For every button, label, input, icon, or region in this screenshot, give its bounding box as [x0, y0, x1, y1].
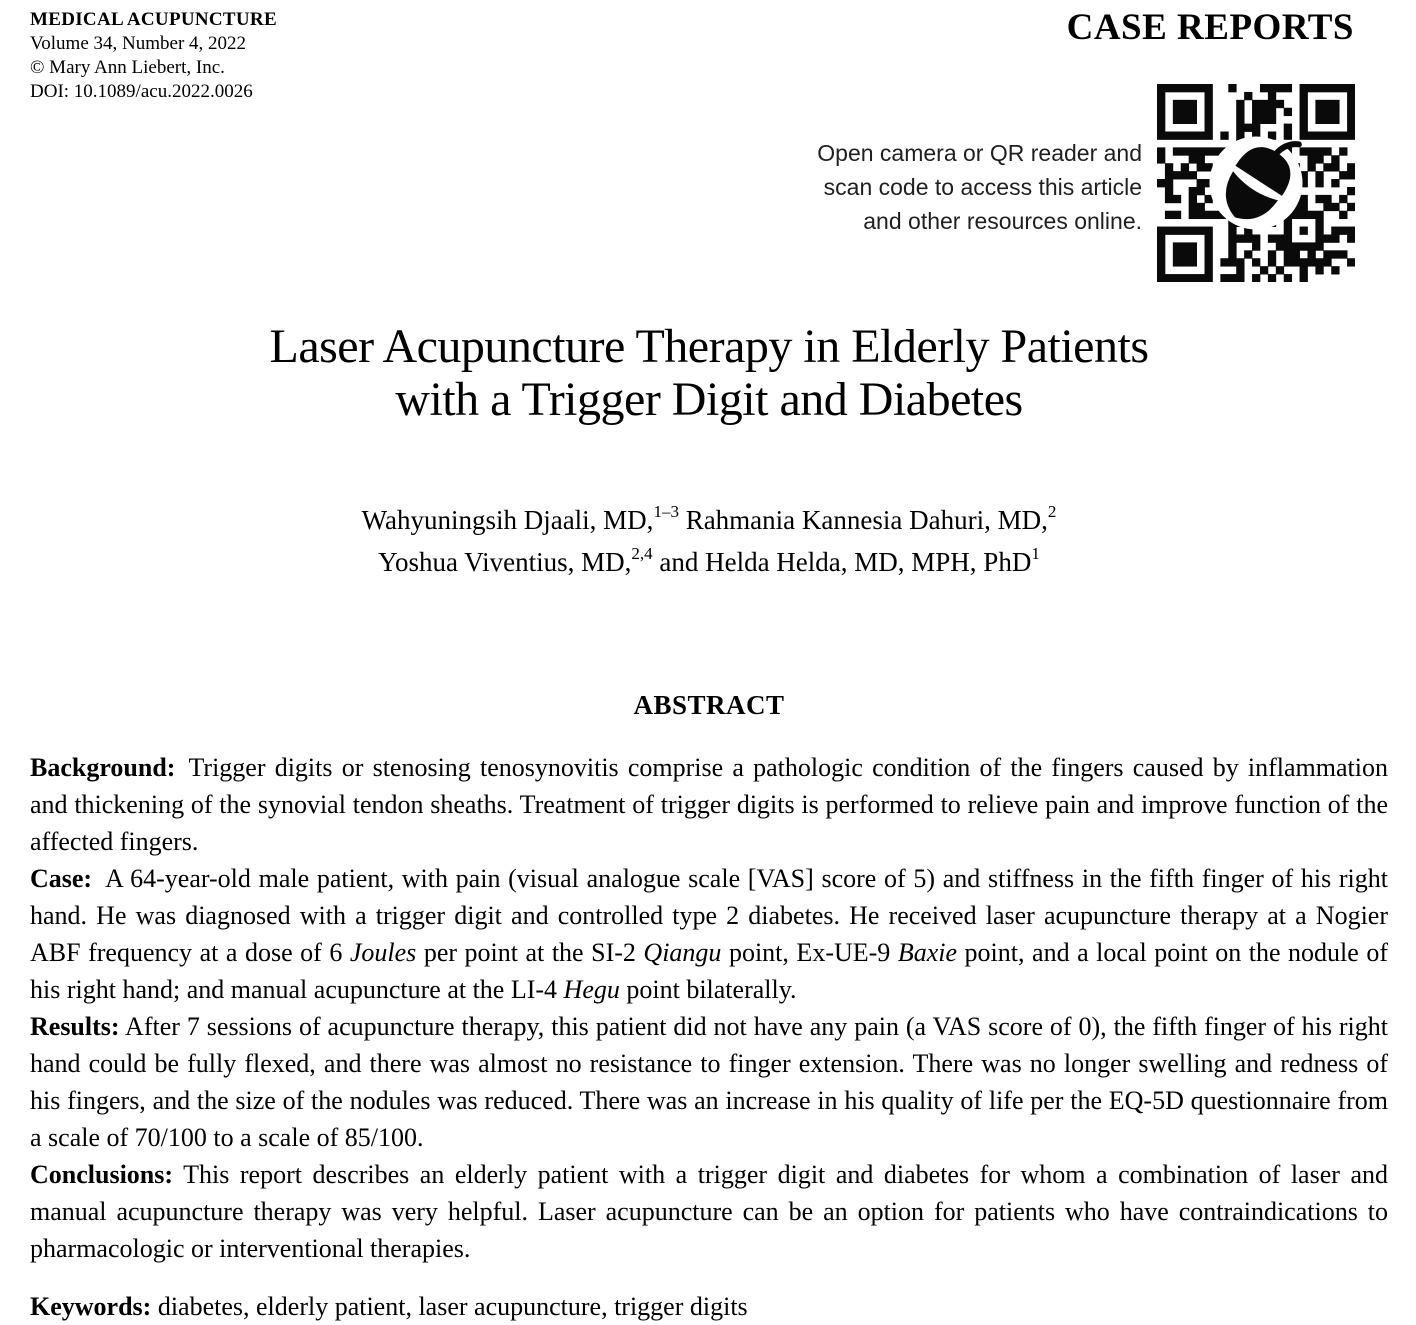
qr-code-icon [1157, 84, 1355, 282]
abstract-paragraph-case: Case: A 64-year-old male patient, with pain (visual analogue scale [VAS] score of 5) and stiffness in the fifth finger of his right hand. He was diagnosed with a trigger digit and controlled type 2 diabetes. He received laser acupuncture therapy at a Nogier ABF frequency at a dose of 6 Joules per point at the SI-2 Qiangu point, Ex-UE-9 Baxie point, and a local point on the nodule of his right hand; and manual acupuncture at the LI-4 Hegu point bilaterally. [30, 864, 1388, 1004]
abstract-body [30, 749, 1388, 1267]
journal-copyright-line: © Mary Ann Liebert, Inc. [30, 57, 225, 78]
qr-caption-line: and other resources online. [863, 208, 1142, 234]
author-line: Yoshua Viventius, MD,$^{2,4}$ and Helda Helda, MD, MPH, PhD$^1$ [378, 544, 1040, 577]
article-title-line: with a Trigger Digit and Diabetes [395, 373, 1023, 426]
qr-caption [722, 136, 1142, 238]
qr-caption-line: Open camera or QR reader and [817, 140, 1142, 166]
article-title [30, 320, 1388, 426]
journal-meta [30, 8, 277, 104]
abstract-paragraph-conclusions: Conclusions: This report describes an elderly patient with a trigger digit and diabetes for whom a combination of laser and manual acupuncture therapy was very helpful. Laser acupuncture can be an option for patients who have contraindications to pharmacologic or interventional therapies. [30, 1160, 1388, 1263]
abstract-paragraph-results: Results: After 7 sessions of acupuncture therapy, this patient did not have any pain (a VAS score of 0), the fifth finger of his right hand could be fully flexed, and there was almost no resistance to finger extension. There was no longer swelling and redness of his fingers, and the size of the nodules was reduced. There was an increase in his quality of life per the EQ-5D questionnaire from a scale of 70/100 to a scale of 85/100. [30, 1012, 1388, 1152]
author-list [30, 499, 1388, 583]
abstract-paragraph-background: Background: Trigger digits or stenosing tenosynovitis comprise a pathologic condition of the fingers caused by inflammation and thickening of the synovial tendon sheaths. Treatment of trigger digits is performed to relieve pain and improve function of the affected fingers. [30, 753, 1388, 856]
author-line: Wahyuningsih Djaali, MD,$^{1-3}$ Rahmania Kannesia Dahuri, MD,$^2$ [361, 502, 1057, 535]
qr-caption-line: scan code to access this article [823, 174, 1142, 200]
journal-name: MEDICAL ACUPUNCTURE [30, 9, 277, 30]
abstract-heading: ABSTRACT [633, 690, 785, 720]
section-banner: CASE REPORTS [1066, 7, 1354, 48]
journal-doi-line: DOI: 10.1089/acu.2022.0026 [30, 81, 253, 102]
article-title-line: Laser Acupuncture Therapy in Elderly Patients [269, 320, 1149, 373]
journal-volume-line: Volume 34, Number 4, 2022 [30, 33, 247, 54]
keywords-line: Keywords: diabetes, elderly patient, laser acupuncture, trigger digits [30, 1292, 748, 1321]
